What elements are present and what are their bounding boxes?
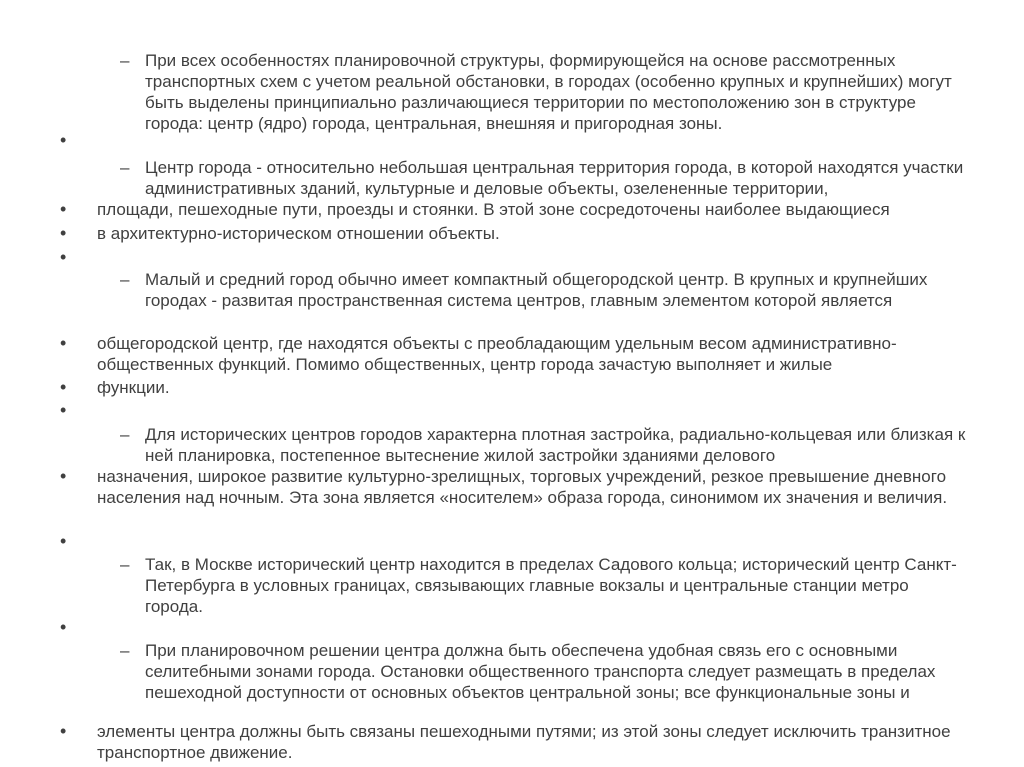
- paragraph-text: При всех особенностях планировочной структуры, формирующейся на основе рассмотренных транспортных схем с учетом реальной обстановки, в городах (особенно крупных и крупнейших) могут быть выделены принципиально различающиеся территории по местоположению зон в структуре города: центр (ядро) города, центральная, внешняя и пригородная зоны.: [145, 51, 952, 133]
- bullet-text: в архитектурно-историческом отношении объекты.: [97, 224, 500, 243]
- bullet-text: функции.: [97, 378, 170, 397]
- bullet-marker: •: [60, 400, 67, 420]
- bullet-marker: •: [60, 466, 67, 486]
- bullet-marker: •: [60, 617, 67, 637]
- bullet-marker: •: [60, 130, 67, 150]
- paragraph-text: Так, в Москве исторический центр находится в пределах Садового кольца; исторический центр Санкт-Петербурга в условных границах, связывающих главные вокзалы и центральные станции метро города.: [145, 555, 957, 616]
- bullet-marker: •: [60, 223, 67, 243]
- bullet-item: [60, 377, 970, 398]
- dash-marker: –: [120, 425, 130, 444]
- paragraph-text: Центр города - относительно небольшая центральная территория города, в которой находятся участки административных зданий, культурные и деловые объекты, озелененные территории,: [145, 158, 964, 198]
- bullet-marker: •: [60, 247, 67, 267]
- dash-item-3: [120, 269, 970, 311]
- paragraph-text: Для исторических центров городов характерна плотная застройка, радиально-кольцевая или близкая к ней планировка, постепенное вытеснение жилой застройки зданиями делового: [145, 425, 966, 465]
- dash-item-2: [120, 157, 970, 199]
- dash-marker: –: [120, 555, 130, 574]
- bullet-item: [60, 466, 970, 508]
- bullet-item: [60, 223, 970, 244]
- bullet-text: общегородской центр, где находятся объекты с преобладающим удельным весом административно-общественных функций. Помимо общественных, центр города зачастую выполняет и жилые: [97, 334, 897, 374]
- dash-item-1: [120, 50, 970, 134]
- bullet-marker: •: [60, 531, 67, 551]
- paragraph-text: Малый и средний город обычно имеет компактный общегородской центр. В крупных и крупнейших городах - развитая пространственная система центров, главным элементом которой является: [145, 270, 928, 310]
- bullet-text: площади, пешеходные пути, проезды и стоянки. В этой зоне сосредоточены наиболее выдающиеся: [97, 200, 890, 219]
- bullet-marker: •: [60, 333, 67, 353]
- bullet-item: [60, 333, 970, 375]
- bullet-text: элементы центра должны быть связаны пешеходными путями; из этой зоны следует исключить транзитное транспортное движение.: [97, 722, 951, 762]
- dash-marker: –: [120, 641, 130, 660]
- bullet-item: [60, 721, 970, 763]
- dash-item-6: [120, 640, 970, 703]
- dash-item-5: [120, 554, 970, 617]
- bullet-text: назначения, широкое развитие культурно-зрелищных, торговых учреждений, резкое превышение дневного населения над ночным. Эта зона является «носителем» образа города, синонимом их значения и величия.: [97, 467, 948, 507]
- bullet-marker: •: [60, 199, 67, 219]
- dash-marker: –: [120, 51, 130, 70]
- bullet-marker: •: [60, 721, 67, 741]
- bullet-item: [60, 199, 970, 220]
- dash-marker: –: [120, 158, 130, 177]
- dash-item-4: [120, 424, 970, 466]
- paragraph-text: При планировочном решении центра должна быть обеспечена удобная связь его с основными селитебными зонами города. Остановки общественного транспорта следует размещать в пределах пешеходной доступности от основных объектов центральной зоны; все функциональные зоны и: [145, 641, 936, 702]
- dash-marker: –: [120, 270, 130, 289]
- bullet-marker: •: [60, 377, 67, 397]
